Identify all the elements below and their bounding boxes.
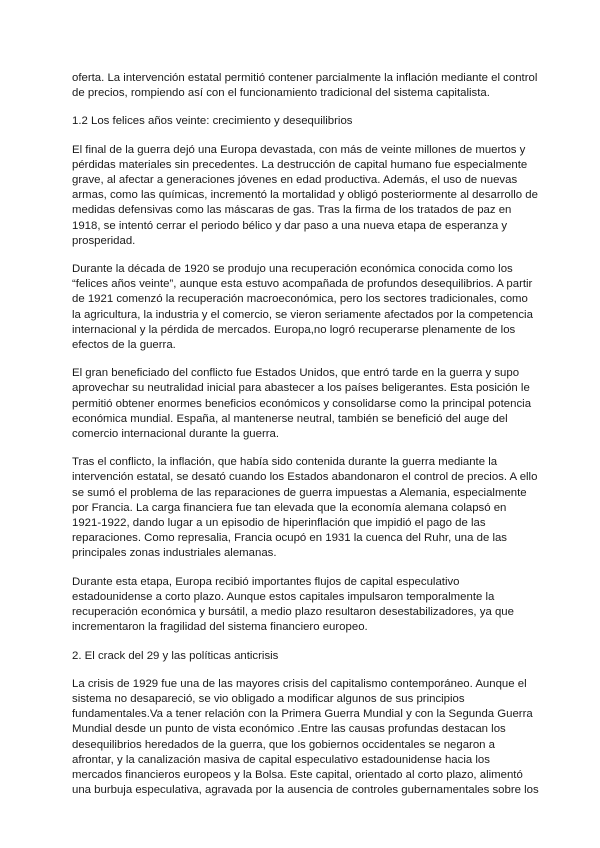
paragraph: [72, 455, 538, 561]
text-line: desequilibrios heredados de la guerra, que los gobiernos occidentales se negaron a: [72, 738, 496, 751]
text-line: 1918, se intentó cerrar el periodo bélico y dar paso a una nueva etapa de esperanza y: [72, 219, 508, 232]
text-line: efectos de la guerra.: [72, 339, 176, 352]
section-heading: [72, 114, 530, 129]
text-line: principales zonas industriales alemanas.: [72, 547, 277, 560]
text-line: estadounidense a corto plazo. Aunque estos capitales impulsaron temporalmente la: [72, 590, 495, 603]
text-line: fundamentales.Va a tener relación con la Primera Guerra Mundial y con la Segunda Guerra: [72, 708, 533, 721]
text-line: de precios, rompiendo así con el funcionamiento tradicional del sistema capitalista.: [72, 87, 490, 100]
text-line: afrontar, y la canalización masiva de capital especulativo estadounidense hacia los: [72, 753, 490, 766]
text-line: oferta. La intervención estatal permitió contener parcialmente la inflación mediante el control: [72, 72, 538, 84]
text-line: aprovechar su neutralidad inicial para abastecer a los países beligerantes. Esta posición le: [72, 382, 530, 395]
text-line: sistema no desapareció, se vio obligado a modificar algunos de sus principios: [72, 692, 465, 705]
text-line: medidas defensivas como las máscaras de gas. Tras la firma de los tratados de paz en: [72, 204, 512, 217]
text-line: internacional y la pérdida de mercados. Europa,no logró recuperarse plenamente de los: [72, 323, 516, 336]
text-line: Durante esta etapa, Europa recibió importantes flujos de capital especulativo: [72, 575, 460, 588]
text-line: mercados financieros europeos y la Bolsa. Este capital, orientado al corto plazo, alimentó: [72, 768, 523, 781]
text-line: 1.2 Los felices años veinte: crecimiento y desequilibrios: [72, 115, 353, 128]
document-body: [72, 71, 539, 811]
text-line: Mundial desde un punto de vista económico .Entre las causas profundas destacan los: [72, 723, 506, 736]
text-line: por Francia. La carga financiera fue tan elevada que la economía alemana colapsó en: [72, 501, 507, 514]
text-line: recuperación económica y bursátil, a medio plazo resultaron desestabilizadores, ya que: [72, 606, 514, 619]
paragraph: [72, 366, 530, 442]
text-line: Durante la década de 1920 se produjo una recuperación económica conocida como los: [72, 263, 513, 276]
paragraph: [72, 575, 530, 636]
text-line: de 1921 comenzó la recuperación macroeconómica, pero los sectores tradicionales, como: [72, 293, 528, 306]
text-line: comercio internacional durante la guerra.: [72, 428, 280, 441]
text-line: pérdidas materiales sin precedentes. La destrucción de capital humano fue especialmente: [72, 158, 528, 171]
text-line: incrementaron la fragilidad del sistema financiero europeo.: [72, 621, 368, 634]
text-line: El final de la guerra dejó una Europa devastada, con más de veinte millones de muertos y: [72, 143, 526, 156]
text-line: la agricultura, la industria y el comercio, se vieron seriamente afectados por la competencia: [72, 308, 533, 321]
paragraph: [72, 677, 539, 799]
text-line: intervención estatal, se desató cuando los Estados abandonaron el control de precios. A ello: [72, 471, 538, 484]
text-line: se sumó el problema de las reparaciones de guerra impuestas a Alemania, especialmente: [72, 486, 527, 499]
text-line: El gran beneficiado del conflicto fue Estados Unidos, que entró tarde en la guerra y supo: [72, 367, 520, 380]
text-line: 2. El crack del 29 y las políticas anticrisis: [72, 649, 279, 662]
text-line: grave, al afectar a generaciones jóvenes en edad productiva. Además, el uso de nuevas: [72, 174, 518, 187]
text-line: “felices años veinte”, aunque esta estuvo acompañada de profundos desequilibrios. A partir: [72, 278, 533, 291]
text-line: una burbuja especulativa, agravada por la ausencia de controles gubernamentales sobre los: [72, 784, 539, 797]
paragraph: [72, 262, 533, 353]
paragraph: [72, 143, 538, 249]
text-line: prosperidad.: [72, 234, 136, 247]
text-line: La crisis de 1929 fue una de las mayores crisis del capitalismo contemporáneo. Aunque el: [72, 677, 527, 690]
text-line: reparaciones. Como represalia, Francia ocupó en 1931 la cuenca del Ruhr, una de las: [72, 532, 508, 545]
paragraph: [72, 71, 538, 101]
section-heading: [72, 649, 530, 664]
text-line: armas, como las químicas, incrementó la mortalidad y obligó posteriormente al desarrollo de: [72, 189, 538, 202]
text-line: Tras el conflicto, la inflación, que había sido contenida durante la guerra mediante la: [72, 456, 498, 469]
text-line: económica mundial. España, al mantenerse neutral, también se benefició del auge del: [72, 412, 508, 425]
text-line: permitió obtener enormes beneficios económicos y consolidarse como la principal potencia: [72, 397, 532, 410]
text-line: 1921-1922, dando lugar a un episodio de hiperinflación que impidió el pago de las: [72, 517, 486, 530]
